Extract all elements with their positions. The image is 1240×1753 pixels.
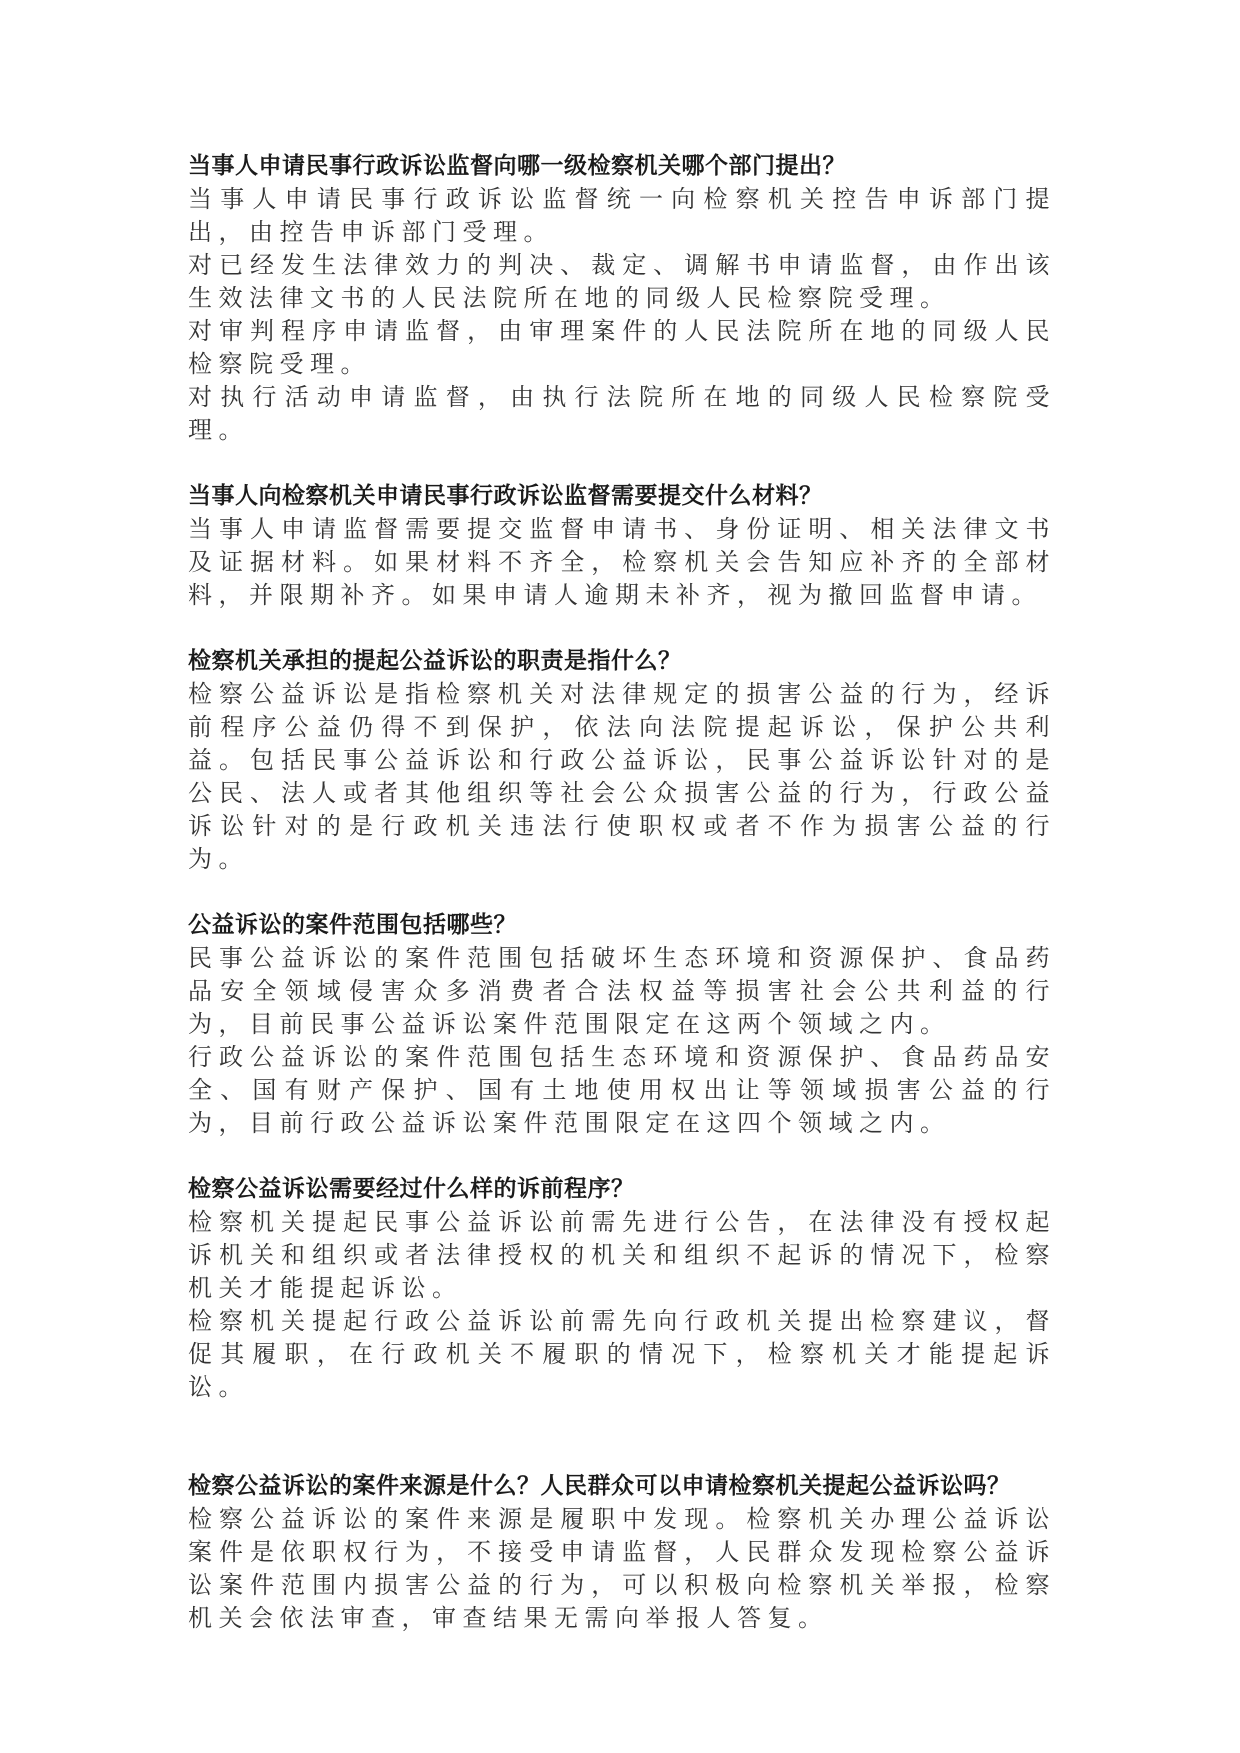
faq-section-4 bbox=[188, 909, 1056, 1140]
faq-section-5 bbox=[188, 1173, 1056, 1404]
section-spacer bbox=[188, 1140, 1056, 1173]
section-spacer bbox=[188, 612, 1056, 645]
answer-paragraph: 对审判程序申请监督，由审理案件的人民法院所在地的同级人民检察院受理。 bbox=[188, 317, 1056, 378]
faq-section-6 bbox=[188, 1470, 1056, 1635]
section-spacer bbox=[188, 876, 1056, 909]
document-body bbox=[188, 150, 1056, 1635]
answer-paragraph: 检察公益诉讼是指检察机关对法律规定的损害公益的行为，经诉前程序公益仍得不到保护，依法向法院提起诉讼，保护公共利益。包括民事公益诉讼和行政公益诉讼，民事公益诉讼针对的是公民、法人或者其他组织等社会公众损害公益的行为，行政公益诉讼针对的是行政机关违法行使职权或者不作为损害公益的行为。 bbox=[188, 680, 1056, 873]
answer-paragraph: 检察机关提起行政公益诉讼前需先向行政机关提出检察建议，督促其履职，在行政机关不履职的情况下，检察机关才能提起诉讼。 bbox=[188, 1307, 1056, 1401]
answer-paragraph: 对执行活动申请监督，由执行法院所在地的同级人民检察院受理。 bbox=[188, 383, 1056, 444]
faq-section-1 bbox=[188, 150, 1056, 447]
question-heading: 检察公益诉讼需要经过什么样的诉前程序？ bbox=[188, 1176, 635, 1202]
answer-paragraph: 对已经发生法律效力的判决、裁定、调解书申请监督，由作出该生效法律文书的人民法院所在地的同级人民检察院受理。 bbox=[188, 251, 1056, 312]
section-spacer bbox=[188, 447, 1056, 480]
question-heading: 检察公益诉讼的案件来源是什么？人民群众可以申请检察机关提起公益诉讼吗？ bbox=[188, 1473, 1011, 1499]
question-heading: 公益诉讼的案件范围包括哪些？ bbox=[188, 912, 517, 938]
answer-paragraph: 检察公益诉讼的案件来源是履职中发现。检察机关办理公益诉讼案件是依职权行为，不接受申请监督，人民群众发现检察公益诉讼案件范围内损害公益的行为，可以积极向检察机关举报，检察机关会依法审查，审查结果无需向举报人答复。 bbox=[188, 1505, 1056, 1632]
answer-paragraph: 行政公益诉讼的案件范围包括生态环境和资源保护、食品药品安全、国有财产保护、国有土地使用权出让等领域损害公益的行为，目前行政公益诉讼案件范围限定在这四个领域之内。 bbox=[188, 1043, 1056, 1137]
faq-section-2 bbox=[188, 480, 1056, 612]
question-heading: 当事人申请民事行政诉讼监督向哪一级检察机关哪个部门提出？ bbox=[188, 153, 846, 179]
section-spacer bbox=[188, 1404, 1056, 1470]
answer-paragraph: 检察机关提起民事公益诉讼前需先进行公告，在法律没有授权起诉机关和组织或者法律授权的机关和组织不起诉的情况下，检察机关才能提起诉讼。 bbox=[188, 1208, 1056, 1302]
question-heading: 检察机关承担的提起公益诉讼的职责是指什么？ bbox=[188, 648, 682, 674]
answer-paragraph: 民事公益诉讼的案件范围包括破坏生态环境和资源保护、食品药品安全领域侵害众多消费者合法权益等损害社会公共利益的行为，目前民事公益诉讼案件范围限定在这两个领域之内。 bbox=[188, 944, 1056, 1038]
question-heading: 当事人向检察机关申请民事行政诉讼监督需要提交什么材料？ bbox=[188, 483, 823, 509]
answer-paragraph: 当事人申请民事行政诉讼监督统一向检察机关控告申诉部门提出，由控告申诉部门受理。 bbox=[188, 185, 1056, 246]
answer-paragraph: 当事人申请监督需要提交监督申请书、身份证明、相关法律文书及证据材料。如果材料不齐全，检察机关会告知应补齐的全部材料，并限期补齐。如果申请人逾期未补齐，视为撤回监督申请。 bbox=[188, 515, 1056, 609]
faq-section-3 bbox=[188, 645, 1056, 876]
